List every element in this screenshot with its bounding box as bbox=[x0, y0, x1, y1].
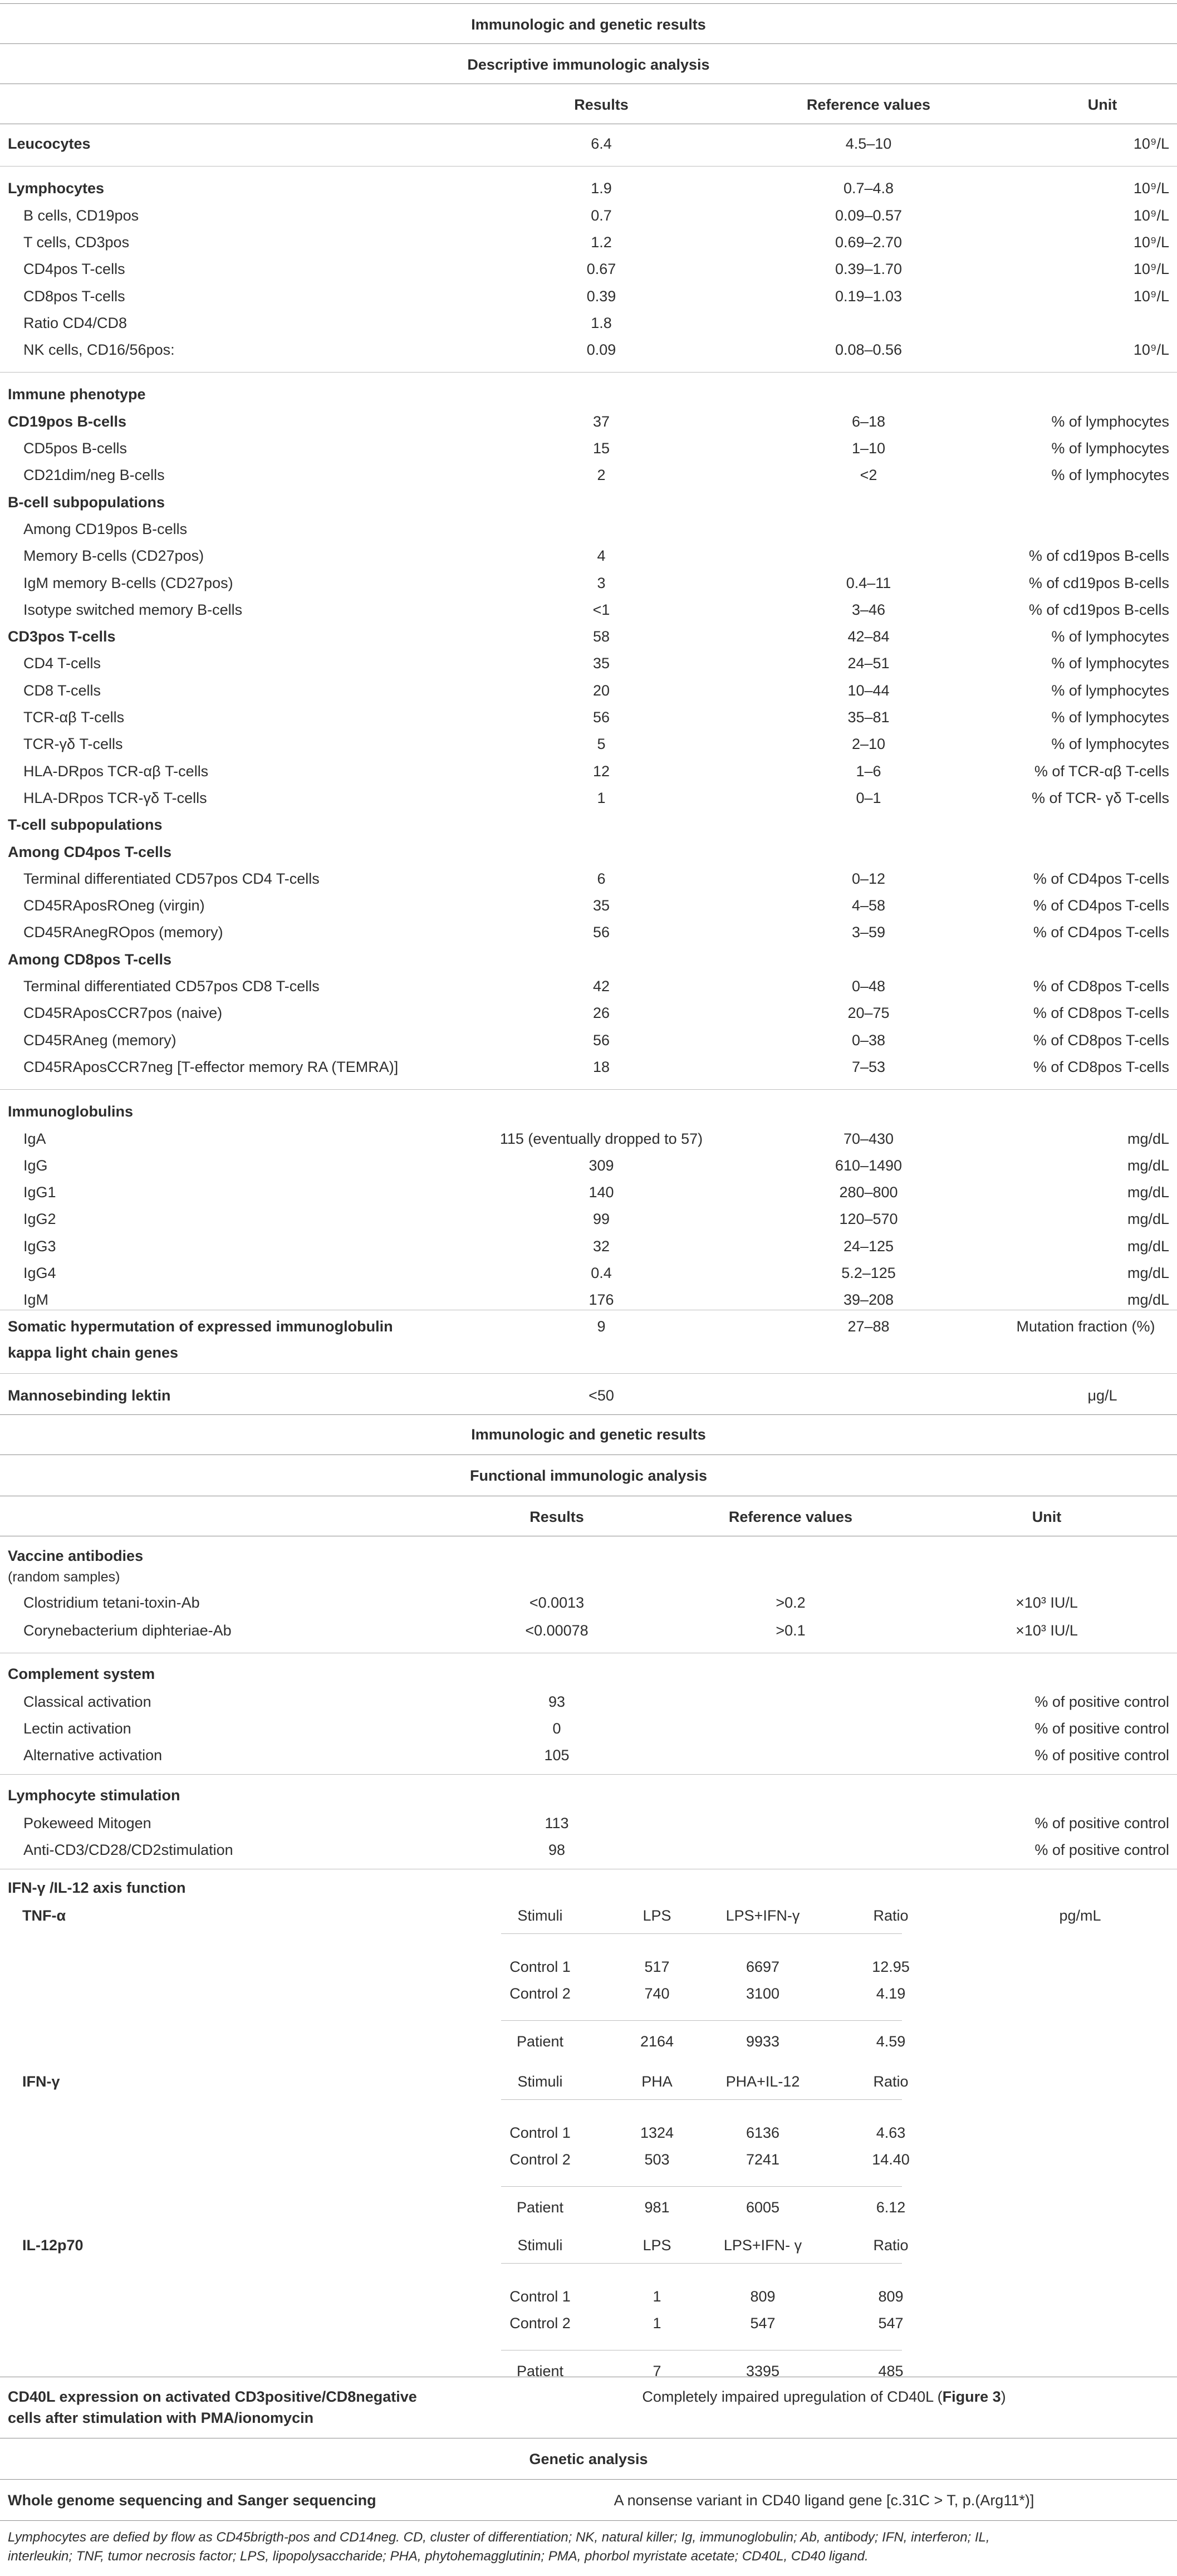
row-result: 37 bbox=[592, 413, 610, 430]
axis-cell: 809 bbox=[878, 2288, 904, 2305]
axis-cell: 1324 bbox=[640, 2124, 674, 2141]
col-unit-2: Unit bbox=[1032, 1509, 1062, 1525]
row-result: 42 bbox=[592, 978, 610, 995]
row-unit: % of lymphocytes bbox=[1051, 440, 1169, 457]
cd40l-result bbox=[601, 2388, 1047, 2406]
cd40l-label: CD40L expression on activated CD3positive/CD8negative bbox=[8, 2388, 417, 2405]
vaccine-row-result: <0.0013 bbox=[529, 1594, 585, 1611]
row-unit: mg/dL bbox=[1127, 1291, 1169, 1309]
axis-cell: Control 2 bbox=[509, 2315, 571, 2332]
row-label: IgG1 bbox=[23, 1184, 56, 1201]
row-reference: 610–1490 bbox=[835, 1157, 903, 1174]
complement_rows-label: Classical activation bbox=[23, 1693, 151, 1710]
axis-cell: 740 bbox=[644, 1985, 670, 2002]
axis-cell: Control 2 bbox=[509, 2151, 571, 2168]
cd40l-close: ) bbox=[1001, 2388, 1006, 2405]
row-label: IgM bbox=[23, 1291, 49, 1309]
row-label: Terminal differentiated CD57pos CD8 T-cells bbox=[23, 978, 320, 995]
axis-head-cell: LPS+IFN- γ bbox=[723, 2237, 802, 2254]
row-reference: 35–81 bbox=[847, 709, 890, 726]
row-label: CD45RAposCCR7neg [T-effector memory RA (TEMRA)] bbox=[23, 1058, 399, 1075]
row-label: CD21dim/neg B-cells bbox=[23, 467, 165, 484]
row-result: 56 bbox=[592, 709, 610, 726]
axis-cell: Control 1 bbox=[509, 1958, 571, 1975]
row-result: 0.09 bbox=[586, 341, 616, 359]
lympho_rows-unit: % of positive control bbox=[1034, 1842, 1169, 1858]
row-unit: 10⁹/L bbox=[1133, 287, 1169, 305]
genetic-heading: Genetic analysis bbox=[529, 2451, 648, 2467]
axis-cell: 3100 bbox=[746, 1985, 780, 2002]
row-label: NK cells, CD16/56pos: bbox=[23, 341, 175, 359]
col-results-2: Results bbox=[529, 1509, 584, 1525]
row-result: 176 bbox=[588, 1291, 614, 1309]
rule bbox=[0, 1774, 1177, 1775]
mbl-label: Mannosebinding lektin bbox=[8, 1387, 171, 1404]
axis-cell: 517 bbox=[644, 1958, 670, 1975]
vaccine-row-label: Clostridium tetani-toxin-Ab bbox=[23, 1594, 200, 1611]
row-unit: % of cd19pos B-cells bbox=[1028, 574, 1169, 591]
row-result: 20 bbox=[592, 682, 610, 699]
row-result: 6.4 bbox=[591, 135, 612, 152]
col-unit: Unit bbox=[1087, 96, 1117, 113]
row-unit: % of lymphocytes bbox=[1051, 628, 1169, 645]
row-reference: 39–208 bbox=[843, 1291, 894, 1309]
axis-rule bbox=[501, 1933, 902, 1934]
mbl-unit: μg/L bbox=[1087, 1387, 1117, 1404]
row-unit: % of CD4pos T-cells bbox=[1033, 870, 1169, 887]
table-title: Immunologic and genetic results bbox=[471, 16, 706, 33]
row-label: TCR-αβ T-cells bbox=[23, 709, 125, 726]
row-result: 309 bbox=[588, 1157, 614, 1174]
row-reference: 42–84 bbox=[847, 628, 890, 645]
row-unit: % of CD4pos T-cells bbox=[1033, 924, 1169, 941]
footnote: Lymphocytes are defied by flow as CD45brigth-pos and CD14neg. CD, cluster of differentiation; NK, natural killer; Ig, immunoglobulin; Ab, antibody; IFN, interferon; IL, bbox=[8, 2530, 990, 2545]
row-reference: 20–75 bbox=[847, 1005, 890, 1022]
figure-link[interactable]: Figure 3 bbox=[942, 2388, 1001, 2405]
row-result: 0.39 bbox=[586, 287, 616, 305]
vaccine-subtitle: (random samples) bbox=[8, 1569, 120, 1585]
axis-cell: 4.19 bbox=[876, 1985, 906, 2002]
axis-cell: 809 bbox=[750, 2288, 776, 2305]
shm-reference: 27–88 bbox=[847, 1318, 890, 1335]
row-label: IgM memory B-cells (CD27pos) bbox=[23, 574, 233, 591]
axis-cell: 6697 bbox=[746, 1958, 780, 1975]
row-label: CD45RAneg (memory) bbox=[23, 1031, 176, 1049]
row-result: 140 bbox=[588, 1184, 614, 1201]
row-reference: 0.19–1.03 bbox=[835, 287, 903, 305]
row-unit: % of cd19pos B-cells bbox=[1028, 601, 1169, 618]
row-reference: 6–18 bbox=[851, 413, 886, 430]
shm-result: 9 bbox=[597, 1318, 606, 1335]
complement_rows-unit: % of positive control bbox=[1034, 1720, 1169, 1737]
row-unit: % of CD8pos T-cells bbox=[1033, 978, 1169, 995]
row-label: HLA-DRpos TCR-γδ T-cells bbox=[23, 789, 207, 806]
row-reference: 120–570 bbox=[839, 1211, 898, 1228]
unit-pgml: pg/mL bbox=[1059, 1907, 1101, 1924]
genetic-label: Whole genome sequencing and Sanger sequencing bbox=[8, 2492, 376, 2509]
rule bbox=[0, 2479, 1177, 2480]
row-label: Among CD4pos T-cells bbox=[8, 843, 172, 860]
row-result: <1 bbox=[592, 601, 610, 618]
row-reference: 70–430 bbox=[843, 1130, 894, 1147]
row-unit: 10⁹/L bbox=[1133, 207, 1169, 224]
row-label: Isotype switched memory B-cells bbox=[23, 601, 243, 618]
axis-patient-cell: Patient bbox=[516, 2199, 564, 2216]
axis-cell: Control 1 bbox=[509, 2288, 571, 2305]
row-reference: 0.4–11 bbox=[846, 574, 891, 591]
complement_rows-label: Alternative activation bbox=[23, 1747, 163, 1764]
row-label: Terminal differentiated CD57pos CD4 T-cells bbox=[23, 870, 320, 887]
row-label: CD5pos B-cells bbox=[23, 440, 127, 457]
row-result: 115 (eventually dropped to 57) bbox=[499, 1130, 703, 1147]
rule bbox=[0, 1414, 1177, 1415]
row-result: 35 bbox=[592, 655, 610, 672]
row-result: 0.4 bbox=[591, 1265, 612, 1281]
row-unit: mg/dL bbox=[1127, 1184, 1169, 1201]
row-unit: % of lymphocytes bbox=[1051, 413, 1169, 430]
row-label: Among CD19pos B-cells bbox=[23, 520, 188, 537]
shm-unit: Mutation fraction (%) bbox=[1016, 1318, 1155, 1335]
axis-patient-cell: 6005 bbox=[746, 2199, 780, 2216]
row-reference: 5.2–125 bbox=[841, 1265, 896, 1281]
lympho_rows-unit: % of positive control bbox=[1034, 1815, 1169, 1831]
row-result: 58 bbox=[592, 628, 610, 645]
row-unit: % of cd19pos B-cells bbox=[1028, 547, 1169, 565]
row-result: 1 bbox=[597, 789, 606, 806]
row-reference: 3–59 bbox=[851, 924, 886, 941]
rule bbox=[0, 372, 1177, 373]
axis-cell: 7241 bbox=[746, 2151, 780, 2168]
row-unit: % of CD4pos T-cells bbox=[1033, 897, 1169, 914]
row-unit: % of TCR- γδ T-cells bbox=[1031, 789, 1169, 806]
row-result: 6 bbox=[597, 870, 606, 887]
axis-block-name: TNF-α bbox=[22, 1907, 66, 1924]
complement_rows-unit: % of positive control bbox=[1034, 1747, 1169, 1764]
axis-rule bbox=[501, 2020, 902, 2021]
axis-patient-cell: 2164 bbox=[640, 2033, 674, 2050]
footnote-2: interleukin; TNF, tumor necrosis factor; LPS, lipopolysaccharide; PHA, phytohemagglutinin; PMA, phorbol myristate acetate; CD40L, CD40 ligand. bbox=[8, 2549, 869, 2564]
axis-rule bbox=[501, 2263, 902, 2264]
row-reference: 24–125 bbox=[843, 1237, 894, 1255]
row-reference: 0–48 bbox=[851, 978, 886, 995]
table-title-repeat: Immunologic and genetic results bbox=[471, 1426, 706, 1443]
row-reference: 4–58 bbox=[851, 897, 886, 914]
row-reference: 1–10 bbox=[851, 440, 886, 457]
cd40l-label-2: cells after stimulation with PMA/ionomycin bbox=[8, 2410, 314, 2426]
row-label: CD45RAposROneg (virgin) bbox=[23, 897, 205, 914]
axis-cell: 6136 bbox=[746, 2124, 780, 2141]
row-unit: 10⁹/L bbox=[1133, 180, 1169, 197]
row-label: B cells, CD19pos bbox=[23, 207, 139, 224]
axis-patient-cell: 4.59 bbox=[876, 2033, 906, 2050]
functional-heading: Functional immunologic analysis bbox=[469, 1467, 708, 1484]
row-label: IgG4 bbox=[23, 1265, 56, 1281]
col-reference-2: Reference values bbox=[728, 1509, 853, 1525]
axis-block-name: IFN-γ bbox=[22, 2073, 60, 2090]
row-unit: % of CD8pos T-cells bbox=[1033, 1058, 1169, 1075]
row-unit: % of lymphocytes bbox=[1051, 467, 1169, 484]
axis-cell: 1 bbox=[653, 2288, 661, 2305]
row-label: CD4pos T-cells bbox=[23, 261, 125, 278]
complement_rows-label: Lectin activation bbox=[23, 1720, 131, 1737]
row-unit: % of CD8pos T-cells bbox=[1033, 1031, 1169, 1049]
complement_rows-result: 93 bbox=[548, 1693, 566, 1710]
row-result: 26 bbox=[592, 1005, 610, 1022]
lympho_rows-result: 113 bbox=[545, 1815, 569, 1831]
row-reference: 0.69–2.70 bbox=[835, 233, 903, 251]
axis-head-cell: PHA+IL-12 bbox=[725, 2073, 800, 2090]
mbl-result: <50 bbox=[588, 1387, 614, 1404]
axis-head-cell: LPS bbox=[643, 1907, 671, 1924]
row-reference: 0.39–1.70 bbox=[835, 261, 903, 278]
row-result: 1.2 bbox=[591, 233, 612, 251]
axis-cell: 12.95 bbox=[872, 1958, 910, 1975]
cd40l-text: Completely impaired upregulation of CD40L ( bbox=[642, 2388, 943, 2405]
row-reference: 4.5–10 bbox=[845, 135, 892, 152]
row-reference: 0.7–4.8 bbox=[843, 180, 894, 197]
axis-cell: 547 bbox=[750, 2315, 776, 2332]
rule bbox=[0, 1373, 1177, 1374]
row-unit: 10⁹/L bbox=[1133, 261, 1169, 278]
vaccine-row-unit: ×10³ IU/L bbox=[1016, 1622, 1078, 1639]
row-label: Leucocytes bbox=[8, 135, 91, 152]
axis-title: IFN-γ /IL-12 axis function bbox=[8, 1879, 186, 1896]
row-label: CD3pos T-cells bbox=[8, 628, 116, 645]
row-label: CD8 T-cells bbox=[23, 682, 101, 699]
row-label: Immune phenotype bbox=[8, 386, 146, 403]
vaccine-title: Vaccine antibodies bbox=[8, 1547, 144, 1564]
axis-head-cell: Ratio bbox=[873, 1907, 909, 1924]
row-label: CD45RAposCCR7pos (naive) bbox=[23, 1005, 223, 1022]
row-label: Lymphocytes bbox=[8, 180, 105, 197]
row-result: 56 bbox=[592, 1031, 610, 1049]
row-result: 2 bbox=[597, 467, 606, 484]
row-unit: 10⁹/L bbox=[1133, 341, 1169, 359]
genetic-value: A nonsense variant in CD40 ligand gene [c.31C > T, p.(Arg11*)] bbox=[614, 2492, 1034, 2509]
rule bbox=[0, 1454, 1177, 1455]
axis-rule bbox=[501, 2186, 902, 2187]
descriptive-heading: Descriptive immunologic analysis bbox=[467, 56, 710, 73]
axis-patient-cell: Patient bbox=[516, 2033, 564, 2050]
lympho_rows-result: 98 bbox=[548, 1842, 566, 1858]
row-result: 56 bbox=[592, 924, 610, 941]
row-reference: 0–38 bbox=[851, 1031, 886, 1049]
row-label: HLA-DRpos TCR-αβ T-cells bbox=[23, 762, 209, 780]
axis-patient-cell: 3395 bbox=[746, 2363, 780, 2379]
row-label: CD4 T-cells bbox=[23, 655, 101, 672]
axis-cell: 4.63 bbox=[876, 2124, 906, 2141]
row-unit: mg/dL bbox=[1127, 1157, 1169, 1174]
row-label: B-cell subpopulations bbox=[8, 493, 165, 511]
row-result: 4 bbox=[597, 547, 606, 565]
row-reference: 280–800 bbox=[839, 1184, 898, 1201]
row-reference: 0–12 bbox=[851, 870, 886, 887]
row-result: 99 bbox=[592, 1211, 610, 1228]
row-reference: 0–1 bbox=[856, 789, 881, 806]
top-rule bbox=[0, 3, 1177, 4]
axis-cell: Control 2 bbox=[509, 1985, 571, 2002]
shm-label: Somatic hypermutation of expressed immunoglobulin bbox=[8, 1318, 393, 1335]
row-label: T cells, CD3pos bbox=[23, 233, 130, 251]
row-label: IgG2 bbox=[23, 1211, 56, 1228]
axis-cell: 1 bbox=[653, 2315, 661, 2332]
row-unit: % of TCR-αβ T-cells bbox=[1034, 762, 1169, 780]
row-label: IgG3 bbox=[23, 1237, 56, 1255]
row-result: 18 bbox=[592, 1058, 610, 1075]
lympho-title: Lymphocyte stimulation bbox=[8, 1787, 180, 1804]
rule bbox=[0, 2520, 1177, 2521]
row-label: IgG bbox=[23, 1157, 48, 1174]
row-label: Among CD8pos T-cells bbox=[8, 951, 172, 968]
row-unit: 10⁹/L bbox=[1133, 233, 1169, 251]
axis-patient-cell: 485 bbox=[878, 2363, 904, 2379]
vaccine-row-reference: >0.2 bbox=[776, 1594, 806, 1611]
lympho_rows-label: Pokeweed Mitogen bbox=[23, 1815, 151, 1831]
row-unit: mg/dL bbox=[1127, 1237, 1169, 1255]
row-reference: 3–46 bbox=[851, 601, 886, 618]
row-result: 32 bbox=[592, 1237, 610, 1255]
row-reference: 7–53 bbox=[851, 1058, 886, 1075]
complement-title: Complement system bbox=[8, 1666, 155, 1682]
row-unit: % of lymphocytes bbox=[1051, 655, 1169, 672]
row-reference: <2 bbox=[860, 467, 877, 484]
row-result: 15 bbox=[592, 440, 610, 457]
col-results: Results bbox=[574, 96, 629, 113]
axis-cell: 503 bbox=[644, 2151, 670, 2168]
vaccine-row-reference: >0.1 bbox=[776, 1622, 806, 1639]
axis-block-name: IL-12p70 bbox=[22, 2237, 84, 2254]
axis-cell: Control 1 bbox=[509, 2124, 571, 2141]
row-label: Ratio CD4/CD8 bbox=[23, 314, 127, 331]
complement_rows-result: 0 bbox=[552, 1720, 561, 1737]
axis-head-cell: Ratio bbox=[873, 2237, 909, 2254]
row-unit: % of CD8pos T-cells bbox=[1033, 1005, 1169, 1022]
axis-rule bbox=[501, 2099, 902, 2100]
row-label: Memory B-cells (CD27pos) bbox=[23, 547, 204, 565]
axis-patient-cell: 6.12 bbox=[876, 2199, 906, 2216]
row-label: CD19pos B-cells bbox=[8, 413, 127, 430]
axis-cell: 547 bbox=[878, 2315, 904, 2332]
row-result: 35 bbox=[592, 897, 610, 914]
row-unit: mg/dL bbox=[1127, 1130, 1169, 1147]
complement_rows-result: 105 bbox=[544, 1747, 570, 1764]
axis-head-cell: LPS+IFN-γ bbox=[725, 1907, 800, 1924]
axis-head-cell: PHA bbox=[641, 2073, 673, 2090]
row-label: TCR-γδ T-cells bbox=[23, 736, 123, 753]
row-label: CD45RAnegROpos (memory) bbox=[23, 924, 223, 941]
axis-patient-cell: 9933 bbox=[746, 2033, 780, 2050]
vaccine-row-unit: ×10³ IU/L bbox=[1016, 1594, 1078, 1611]
row-result: 12 bbox=[592, 762, 610, 780]
axis-patient-cell: 981 bbox=[644, 2199, 670, 2216]
vaccine-row-result: <0.00078 bbox=[525, 1622, 588, 1639]
axis-patient-cell: Patient bbox=[516, 2363, 564, 2379]
row-label: IgA bbox=[23, 1130, 46, 1147]
row-label: Immunoglobulins bbox=[8, 1103, 133, 1120]
lympho_rows-label: Anti-CD3/CD28/CD2stimulation bbox=[23, 1842, 233, 1858]
row-result: 3 bbox=[597, 574, 606, 591]
row-reference: 0.09–0.57 bbox=[835, 207, 903, 224]
rule bbox=[0, 1089, 1177, 1090]
row-reference: 24–51 bbox=[847, 655, 890, 672]
axis-head-cell: Ratio bbox=[873, 2073, 909, 2090]
row-result: 0.67 bbox=[586, 261, 616, 278]
row-reference: 2–10 bbox=[851, 736, 886, 753]
row-result: 5 bbox=[597, 736, 606, 753]
axis-cell: 14.40 bbox=[872, 2151, 910, 2168]
row-result: 0.7 bbox=[591, 207, 612, 224]
row-reference: 10–44 bbox=[847, 682, 890, 699]
rule bbox=[0, 43, 1177, 44]
row-reference: 1–6 bbox=[856, 762, 881, 780]
row-result: 1.8 bbox=[591, 314, 612, 331]
row-unit: 10⁹/L bbox=[1133, 135, 1169, 152]
row-unit: % of lymphocytes bbox=[1051, 709, 1169, 726]
row-unit: % of lymphocytes bbox=[1051, 682, 1169, 699]
row-unit: mg/dL bbox=[1127, 1211, 1169, 1228]
row-unit: mg/dL bbox=[1127, 1265, 1169, 1281]
axis-head-cell: Stimuli bbox=[517, 2237, 563, 2254]
axis-head-cell: Stimuli bbox=[517, 2073, 563, 2090]
complement_rows-unit: % of positive control bbox=[1034, 1693, 1169, 1710]
row-label: T-cell subpopulations bbox=[8, 816, 163, 834]
row-label: CD8pos T-cells bbox=[23, 287, 125, 305]
col-reference: Reference values bbox=[806, 96, 931, 113]
row-result: 1.9 bbox=[591, 180, 612, 197]
axis-head-cell: Stimuli bbox=[517, 1907, 563, 1924]
axis-head-cell: LPS bbox=[643, 2237, 671, 2254]
row-unit: % of lymphocytes bbox=[1051, 736, 1169, 753]
row-reference: 0.08–0.56 bbox=[835, 341, 903, 359]
vaccine-row-label: Corynebacterium diphteriae-Ab bbox=[23, 1622, 232, 1639]
axis-patient-cell: 7 bbox=[653, 2363, 661, 2379]
shm-label-2: kappa light chain genes bbox=[8, 1344, 179, 1361]
